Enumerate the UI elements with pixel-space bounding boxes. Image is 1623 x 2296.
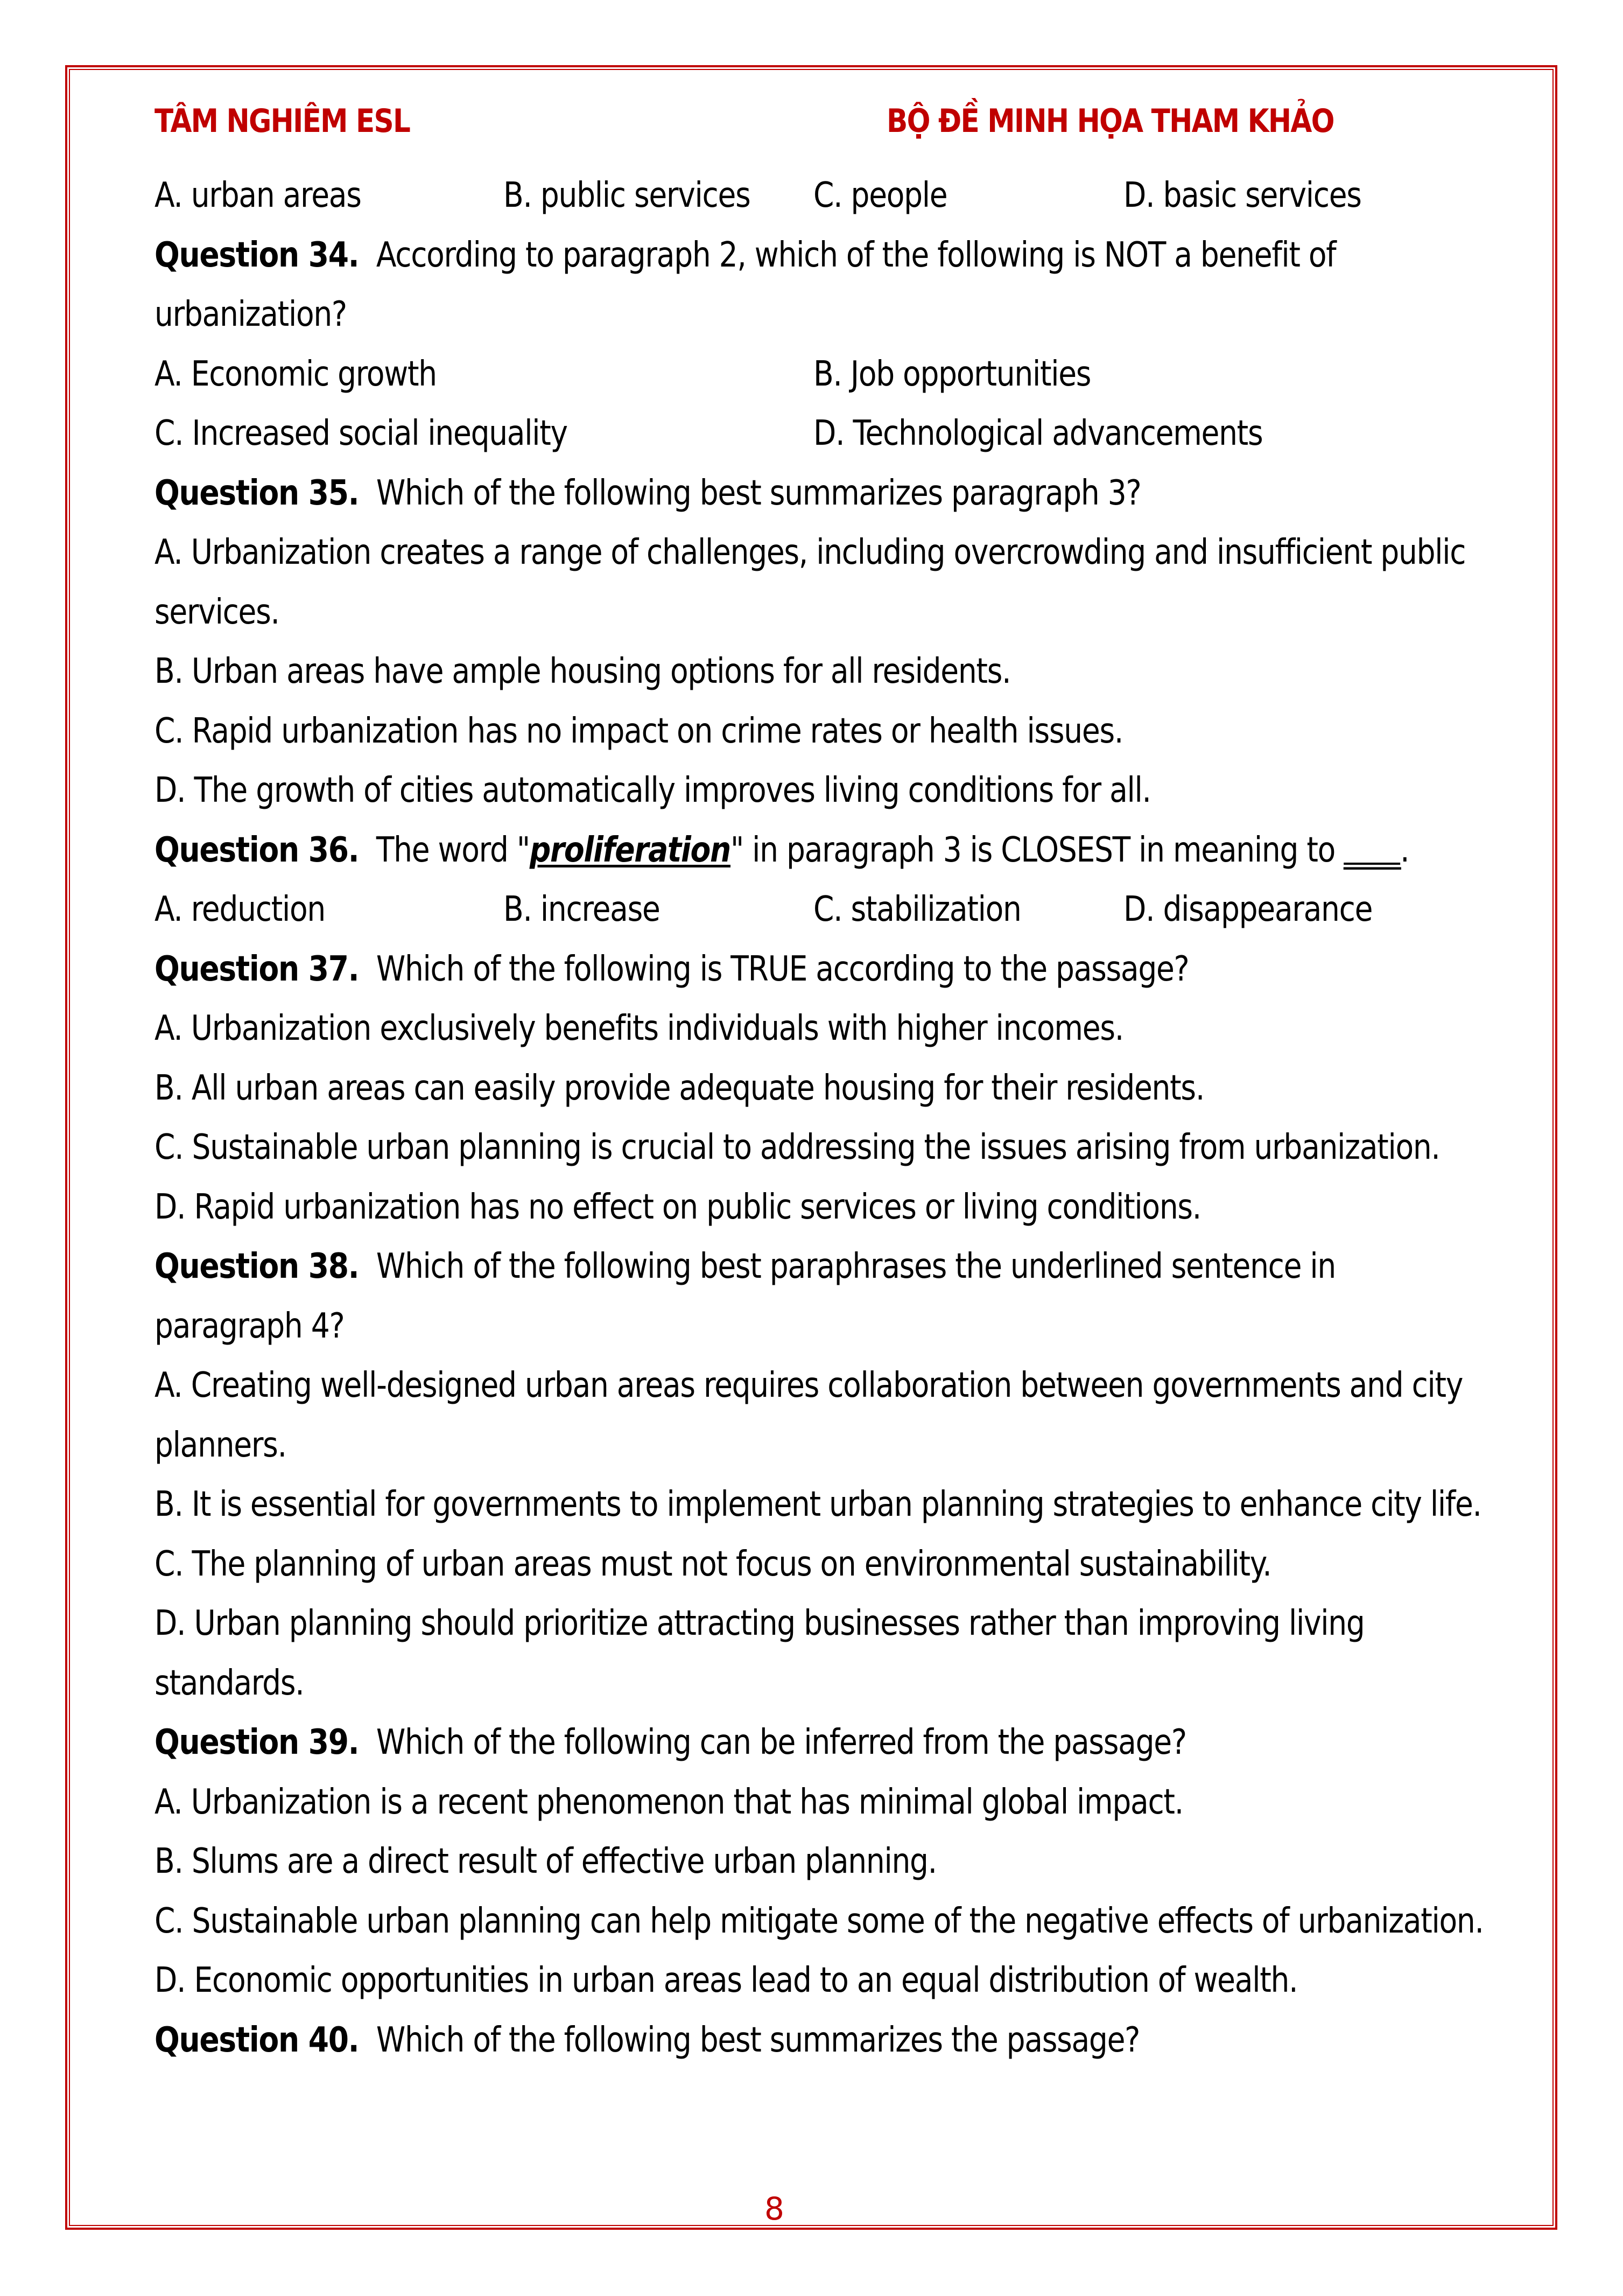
question-text: According to paragraph 2, which of the following is NOT a benefit of bbox=[376, 235, 1336, 275]
q39-stem bbox=[154, 1713, 1533, 1773]
q38-option-a-cont: planners. bbox=[154, 1425, 286, 1465]
option-b: B. increase bbox=[503, 890, 660, 929]
option-d: D. disappearance bbox=[1123, 890, 1373, 929]
option-a: A. Economic growth bbox=[154, 354, 437, 394]
option-a: A. reduction bbox=[154, 890, 325, 929]
question-label: Question 39. bbox=[154, 1723, 359, 1762]
q38-stem bbox=[154, 1237, 1533, 1297]
option-d: D. basic services bbox=[1123, 176, 1361, 215]
q39-option-c: C. Sustainable urban planning can help mitigate some of the negative effects of urbanization. bbox=[154, 1901, 1484, 1941]
q35-option-a: A. Urbanization creates a range of challenges, including overcrowding and insufficient public bbox=[154, 533, 1466, 572]
q35-option-c: C. Rapid urbanization has no impact on crime rates or health issues. bbox=[154, 711, 1123, 751]
option-c: C. stabilization bbox=[813, 890, 1021, 929]
q34-options-ab bbox=[154, 345, 1533, 404]
q33-options bbox=[154, 166, 1533, 226]
q36-options bbox=[154, 880, 1533, 940]
questions-content bbox=[154, 166, 1533, 2070]
q37-option-d: D. Rapid urbanization has no effect on public services or living conditions. bbox=[154, 1187, 1202, 1227]
q37-stem bbox=[154, 940, 1533, 999]
option-c: C. people bbox=[813, 176, 947, 215]
q38-option-a: A. Creating well-designed urban areas requires collaboration between governments and city bbox=[154, 1366, 1463, 1405]
question-label: Question 40. bbox=[154, 2020, 359, 2060]
q37-option-a: A. Urbanization exclusively benefits individuals with higher incomes. bbox=[154, 1009, 1123, 1048]
answer-blank: ____ bbox=[1344, 830, 1401, 870]
option-c: C. Increased social inequality bbox=[154, 414, 567, 453]
q35-option-d: D. The growth of cities automatically improves living conditions for all. bbox=[154, 771, 1151, 810]
q38-option-d-cont: standards. bbox=[154, 1663, 304, 1703]
q39-option-a: A. Urbanization is a recent phenomenon that has minimal global impact. bbox=[154, 1782, 1183, 1822]
question-label: Question 34. bbox=[154, 235, 359, 275]
question-label: Question 38. bbox=[154, 1247, 359, 1286]
q38-stem-cont: paragraph 4? bbox=[154, 1306, 345, 1346]
question-label: Question 36. bbox=[154, 830, 359, 870]
q36-stem: Question 36. The word "proliferation" in paragraph 3 is CLOSEST in meaning to ____. bbox=[154, 830, 1409, 870]
question-text: Which of the following best summarizes the passage? bbox=[376, 2020, 1140, 2060]
q37-option-c: C. Sustainable urban planning is crucial to addressing the issues arising from urbanization. bbox=[154, 1128, 1440, 1167]
header-left-title: TÂM NGHIÊM ESL bbox=[154, 102, 410, 140]
q39-option-b: B. Slums are a direct result of effective urban planning. bbox=[154, 1842, 937, 1881]
q34-stem-cont: urbanization? bbox=[154, 295, 347, 334]
q37-option-b: B. All urban areas can easily provide adequate housing for their residents. bbox=[154, 1068, 1205, 1108]
q39-option-d: D. Economic opportunities in urban areas lead to an equal distribution of wealth. bbox=[154, 1961, 1298, 2000]
q38-option-c: C. The planning of urban areas must not focus on environmental sustainability. bbox=[154, 1544, 1271, 1584]
option-d: D. Technological advancements bbox=[813, 414, 1263, 453]
option-a: A. urban areas bbox=[154, 176, 361, 215]
q35-stem bbox=[154, 464, 1533, 523]
question-text: Which of the following can be inferred from the passage? bbox=[376, 1723, 1186, 1762]
q34-stem bbox=[154, 226, 1533, 285]
q40-stem bbox=[154, 2011, 1533, 2070]
keyword-highlight: proliferation bbox=[529, 830, 730, 870]
question-text: Which of the following best summarizes paragraph 3? bbox=[376, 473, 1141, 513]
question-label: Question 37. bbox=[154, 949, 359, 989]
q35-option-b: B. Urban areas have ample housing options for all residents. bbox=[154, 652, 1011, 691]
q38-option-b: B. It is essential for governments to implement urban planning strategies to enhance city life. bbox=[154, 1485, 1481, 1524]
header-right-title: BỘ ĐỀ MINH HỌA THAM KHẢO bbox=[887, 102, 1334, 140]
q34-options-cd bbox=[154, 404, 1533, 464]
q38-option-d: D. Urban planning should prioritize attracting businesses rather than improving living bbox=[154, 1604, 1365, 1643]
question-text: Which of the following best paraphrases the underlined sentence in bbox=[376, 1247, 1336, 1286]
option-b: B. Job opportunities bbox=[813, 354, 1091, 394]
question-text: Which of the following is TRUE according to the passage? bbox=[376, 949, 1189, 989]
option-b: B. public services bbox=[503, 176, 750, 215]
question-label: Question 35. bbox=[154, 473, 359, 513]
q35-option-a-cont: services. bbox=[154, 592, 279, 632]
page-number: 8 bbox=[764, 2190, 784, 2227]
